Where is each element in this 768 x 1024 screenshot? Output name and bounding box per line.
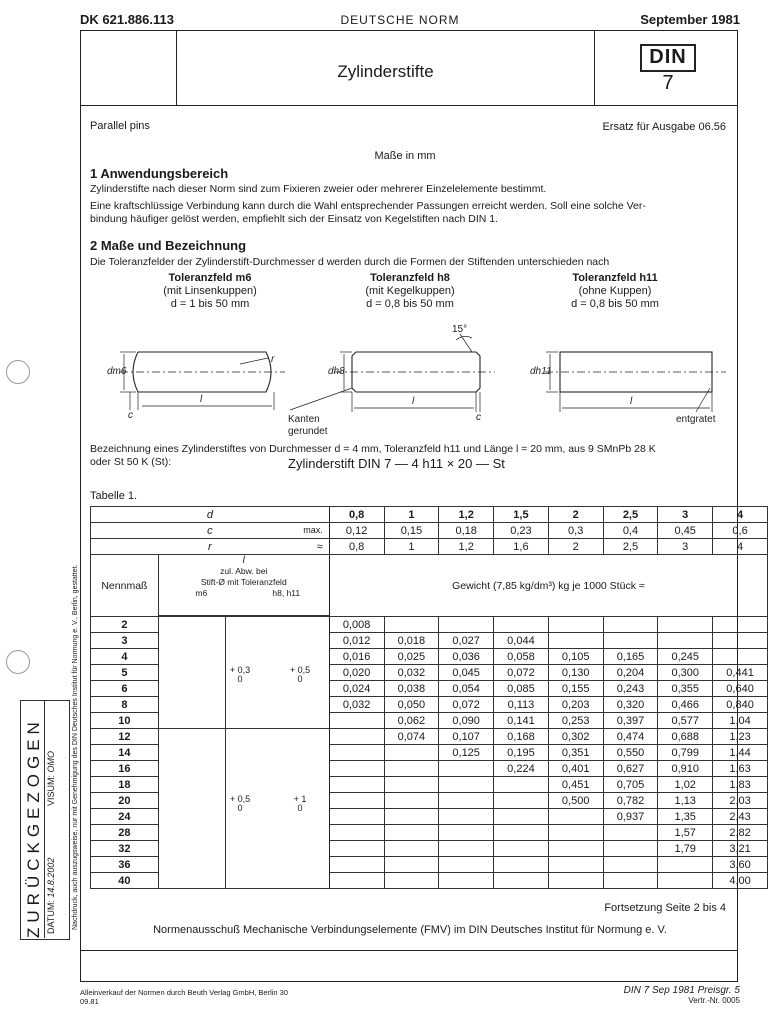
row-label-r [91, 539, 330, 555]
weight-cell: 0,550 [603, 745, 658, 761]
table-header-row [91, 555, 768, 616]
weight-cell: 0,032 [329, 697, 384, 713]
weight-cell: 0,125 [439, 745, 494, 761]
weight-cell [548, 825, 603, 841]
weight-cell [548, 841, 603, 857]
label-dh8: dh8 [328, 366, 345, 377]
binder-hole-bottom [6, 650, 30, 674]
weight-cell: 0,085 [494, 681, 549, 697]
weight-cell: 1,13 [658, 793, 713, 809]
weight-cell: 0,320 [603, 697, 658, 713]
weight-cell [548, 873, 603, 889]
weight-cell: 0,058 [494, 649, 549, 665]
tol-group2-m6-value: + 0,5 [229, 794, 251, 804]
r-cell: 1,2 [439, 539, 494, 555]
table-caption: Tabelle 1. [90, 490, 138, 502]
r-qualifier: ≈ [316, 540, 323, 553]
weight-cell: 0,688 [658, 729, 713, 745]
tolerance-subheads [159, 588, 329, 599]
tol-group2-h-value: + 1 [293, 794, 307, 804]
nennmass-cell: 28 [91, 825, 159, 841]
weight-cell [384, 793, 439, 809]
weight-cell: 0,640 [713, 681, 768, 697]
c-cell: 0,4 [603, 523, 658, 539]
weight-cell: 1,04 [713, 713, 768, 729]
tol-group1-m6-lower: 0 [237, 674, 243, 684]
d-cell: 0,8 [329, 507, 384, 523]
weight-cell [603, 857, 658, 873]
weight-cell: 0,072 [494, 665, 549, 681]
weight-cell [329, 745, 384, 761]
d-cell: 1,5 [494, 507, 549, 523]
variant-h11 [535, 272, 695, 311]
weight-cell: 0,090 [439, 713, 494, 729]
weight-cell: 0,032 [384, 665, 439, 681]
weight-cell [603, 873, 658, 889]
weight-cell: 3,60 [713, 857, 768, 873]
weight-cell [603, 825, 658, 841]
weight-cell: 0,355 [658, 681, 713, 697]
c-cell: 0,18 [439, 523, 494, 539]
weight-cell: 0,253 [548, 713, 603, 729]
weight-cell: 0,840 [713, 697, 768, 713]
weight-cell [548, 857, 603, 873]
weight-cell: 2,43 [713, 809, 768, 825]
variant-m6-title: Toleranzfeld m6 [168, 272, 252, 284]
variant-h8 [330, 272, 490, 311]
weight-cell: 0,245 [658, 649, 713, 665]
weight-cell [384, 809, 439, 825]
weight-cell: 0,105 [548, 649, 603, 665]
weight-cell: 0,782 [603, 793, 658, 809]
weight-cell: 0,036 [439, 649, 494, 665]
section-1-para-2b: bindung häufiger gelöst werden, empfiehlt sich der Einsatz von Kegelstiften nach DIN 1. [90, 213, 498, 225]
nennmass-cell: 5 [91, 665, 159, 681]
weight-cell [439, 857, 494, 873]
variant-h11-range: d = 0,8 bis 50 mm [571, 298, 659, 310]
weight-cell: 0,204 [603, 665, 658, 681]
weight-cell [329, 841, 384, 857]
weight-cell [329, 777, 384, 793]
d-cell: 2,5 [603, 507, 658, 523]
stamp-datum-value: 14.8.2002 [46, 857, 56, 898]
replaces-note: Ersatz für Ausgabe 06.56 [602, 121, 726, 133]
weight-cell [384, 777, 439, 793]
nennmass-cell: 24 [91, 809, 159, 825]
r-label: r [208, 540, 212, 553]
tol-group1-m6-value: + 0,3 [229, 665, 251, 675]
weight-cell [329, 873, 384, 889]
binder-hole-top [6, 360, 30, 384]
weight-cell: 1,23 [713, 729, 768, 745]
label-kanten: Kanten [288, 414, 320, 425]
weight-cell: 0,224 [494, 761, 549, 777]
pin-drawings [90, 312, 730, 442]
tolerance-heading-b: Stift-Ø mit Toleranzfeld [200, 577, 287, 587]
committee-note: Normenausschuß Mechanische Verbindungselemente (FMV) im DIN Deutsches Institut für Normung e. V. [153, 924, 667, 936]
weight-cell: 0,024 [329, 681, 384, 697]
r-cell: 1 [384, 539, 439, 555]
tol-group1-h-value: + 0,5 [289, 665, 311, 675]
document-number: DK 621.886.113 [80, 12, 174, 27]
weight-cell: 0,113 [494, 697, 549, 713]
weight-cell: 1,79 [658, 841, 713, 857]
weight-cell: 2,03 [713, 793, 768, 809]
weight-cell [439, 777, 494, 793]
r-cell: 3 [658, 539, 713, 555]
weight-cell [494, 841, 549, 857]
weight-cell: 1,44 [713, 745, 768, 761]
weight-cell: 0,130 [548, 665, 603, 681]
footer-right-line-2: Vertr.-Nr. 0005 [688, 996, 740, 1005]
pin-table [90, 506, 768, 889]
weight-cell: 0,351 [548, 745, 603, 761]
weight-cell [713, 617, 768, 633]
d-cell: 4 [713, 507, 768, 523]
issue-date: September 1981 [640, 12, 740, 27]
designation-line-1: Bezeichnung eines Zylinderstiftes von Durchmesser d = 4 mm, Toleranzfeld h11 und Länge l = 20 mm, aus 9 SMnPb 28 K [90, 443, 656, 455]
c-label: c [207, 524, 213, 537]
weight-cell: 0,027 [439, 633, 494, 649]
weight-cell: 0,012 [329, 633, 384, 649]
footer-rule [80, 950, 738, 951]
weight-cell: 4,00 [713, 873, 768, 889]
weight-cell: 0,500 [548, 793, 603, 809]
tolerance-m6-cell [158, 729, 226, 889]
weight-cell [329, 713, 384, 729]
weight-cell [439, 617, 494, 633]
nennmass-label: Nennmaß [101, 579, 148, 592]
weight-cell [713, 649, 768, 665]
weight-cell: 0,705 [603, 777, 658, 793]
section-1-para-1: Zylinderstifte nach dieser Norm sind zum Fixieren zweier oder mehrerer Einzelelemente bestimmt. [90, 183, 547, 195]
nennmass-cell: 12 [91, 729, 159, 745]
weight-cell: 0,302 [548, 729, 603, 745]
stamp-datum [46, 814, 56, 934]
nennmass-cell: 3 [91, 633, 159, 649]
nennmass-cell: 20 [91, 793, 159, 809]
weight-cell [494, 873, 549, 889]
weight-cell [384, 825, 439, 841]
weight-cell [494, 777, 549, 793]
table-row-r [91, 539, 768, 555]
nennmass-cell: 40 [91, 873, 159, 889]
row-label-d: d [91, 507, 330, 523]
label-r: r [271, 354, 275, 365]
weight-cell: 0,243 [603, 681, 658, 697]
weight-cell: 0,451 [548, 777, 603, 793]
footer-right-line-1: DIN 7 Sep 1981 Preisgr. 5 [623, 985, 740, 996]
weight-cell [439, 841, 494, 857]
weight-cell: 0,008 [329, 617, 384, 633]
weight-cell [329, 857, 384, 873]
weight-cell: 0,401 [548, 761, 603, 777]
tol-group1-m6 [226, 666, 254, 684]
label-l-m6: l [200, 394, 203, 405]
weight-cell [548, 617, 603, 633]
r-cell: 2,5 [603, 539, 658, 555]
weight-cell [384, 617, 439, 633]
units-note: Maße in mm [374, 150, 436, 162]
d-cell: 1,2 [439, 507, 494, 523]
weight-cell: 0,062 [384, 713, 439, 729]
weight-cell [548, 809, 603, 825]
variant-h8-desc: (mit Kegelkuppen) [365, 285, 455, 297]
din-logo: DIN [640, 44, 696, 70]
variant-m6-range: d = 1 bis 50 mm [170, 298, 250, 310]
footer-din-ref [624, 985, 740, 1005]
series-label: DEUTSCHE NORM [340, 13, 460, 27]
weight-cell: 3,21 [713, 841, 768, 857]
label-dm6: dm6 [107, 366, 127, 377]
table-row-c [91, 523, 768, 539]
table-row-d [91, 507, 768, 523]
weight-cell: 0,044 [494, 633, 549, 649]
variant-h11-title: Toleranzfeld h11 [572, 272, 658, 284]
section-2-heading: 2 Maße und Bezeichnung [90, 238, 247, 253]
tolerance-m6-cell [158, 617, 226, 729]
weight-cell [329, 729, 384, 745]
stamp-datum-label: DATUM: [46, 900, 56, 934]
weight-cell [384, 745, 439, 761]
tolerance-heading-a: zul. Abw. bei [220, 566, 268, 576]
label-dh11: dh11 [530, 366, 552, 377]
tolerance-header [158, 555, 329, 616]
weight-cell: 0,474 [603, 729, 658, 745]
weight-cell [439, 761, 494, 777]
weight-cell [494, 809, 549, 825]
weight-cell: 0,050 [384, 697, 439, 713]
weight-cell: 0,937 [603, 809, 658, 825]
designation-example: Zylinderstift DIN 7 — 4 h11 × 20 — St [288, 456, 505, 471]
weight-cell [658, 873, 713, 889]
table-row [91, 729, 768, 745]
label-c-m6: c [128, 410, 133, 421]
weight-cell [658, 617, 713, 633]
variant-m6 [130, 272, 290, 311]
d-cell: 1 [384, 507, 439, 523]
nennmass-header [91, 555, 159, 617]
weight-cell [439, 825, 494, 841]
r-cell: 0,8 [329, 539, 384, 555]
nennmass-cell: 16 [91, 761, 159, 777]
weight-cell: 0,020 [329, 665, 384, 681]
tol-group2-h-lower: 0 [297, 803, 303, 813]
footer-publisher [80, 988, 288, 1006]
weight-cell [658, 857, 713, 873]
weight-cell: 0,045 [439, 665, 494, 681]
weight-cell [548, 633, 603, 649]
weight-cell: 1,02 [658, 777, 713, 793]
tol-group2-h [286, 795, 314, 813]
l-label: l [242, 555, 245, 566]
label-entgratet: entgratet [676, 414, 716, 425]
weight-cell [603, 617, 658, 633]
section-2-intro: Die Toleranzfelder der Zylinderstift-Durchmesser d werden durch die Formen der Stiftenden unterschieden nach [90, 256, 610, 268]
weight-cell: 0,397 [603, 713, 658, 729]
title-left-cell [80, 30, 177, 106]
weight-cell: 2,82 [713, 825, 768, 841]
tol-group1-h-lower: 0 [297, 674, 303, 684]
label-angle: 15° [452, 324, 468, 335]
r-cell: 1,6 [494, 539, 549, 555]
r-cell: 2 [548, 539, 603, 555]
weight-cell [494, 793, 549, 809]
weight-cell [384, 873, 439, 889]
variant-m6-desc: (mit Linsenkuppen) [163, 285, 257, 297]
nennmass-cell: 4 [91, 649, 159, 665]
weight-cell: 0,074 [384, 729, 439, 745]
weight-cell: 0,203 [548, 697, 603, 713]
weight-cell [384, 761, 439, 777]
page-title: Zylinderstifte [337, 62, 434, 81]
weight-cell: 0,141 [494, 713, 549, 729]
din-number: 7 [662, 72, 674, 94]
d-cell: 3 [658, 507, 713, 523]
nennmass-cell: 14 [91, 745, 159, 761]
weight-cell [329, 809, 384, 825]
weight-cell [603, 633, 658, 649]
weight-cell [329, 761, 384, 777]
c-qualifier: max. [303, 524, 323, 535]
weight-header: Gewicht (7,85 kg/dm³) kg je 1000 Stück ≈ [329, 555, 767, 617]
weight-cell: 0,038 [384, 681, 439, 697]
weight-cell: 0,025 [384, 649, 439, 665]
variant-h8-title: Toleranzfeld h8 [370, 272, 450, 284]
weight-cell: 0,466 [658, 697, 713, 713]
weight-cell [494, 857, 549, 873]
c-cell: 0,15 [384, 523, 439, 539]
weight-cell: 0,018 [384, 633, 439, 649]
stamp-divider [44, 700, 45, 938]
weight-cell [439, 873, 494, 889]
copyright-side-note: Nachdruck, auch auszugsweise, nur mit Genehmigung des DIN Deutsches Institut für Normung e. V., Berlin, gestattet. [72, 564, 79, 930]
tol-group2-m6 [226, 795, 254, 813]
weight-cell: 0,300 [658, 665, 713, 681]
designation-line-2: oder St 50 K (St): [90, 456, 172, 468]
section-1-para-2a: Eine kraftschlüssige Verbindung kann durch die Wahl entsprechender Passungen erreicht werden. Soll eine solche Ver- [90, 200, 646, 212]
variant-h8-range: d = 0,8 bis 50 mm [366, 298, 454, 310]
stamp-visum [46, 706, 56, 806]
c-cell: 0,45 [658, 523, 713, 539]
weight-cell: 1,83 [713, 777, 768, 793]
weight-cell: 0,165 [603, 649, 658, 665]
weight-cell [384, 841, 439, 857]
d-cell: 2 [548, 507, 603, 523]
c-cell: 0,23 [494, 523, 549, 539]
weight-cell [494, 825, 549, 841]
weight-cell [329, 825, 384, 841]
weight-cell: 0,441 [713, 665, 768, 681]
stamp-visum-value: OMO [46, 750, 56, 773]
continuation-note: Fortsetzung Seite 2 bis 4 [604, 902, 726, 914]
weight-cell: 1,35 [658, 809, 713, 825]
english-title: Parallel pins [90, 120, 150, 132]
footer-left-line-2: 09.81 [80, 997, 99, 1006]
weight-cell [439, 793, 494, 809]
nennmass-cell: 10 [91, 713, 159, 729]
stamp-visum-label: VISUM: [46, 774, 56, 806]
nennmass-cell: 2 [91, 617, 159, 633]
weight-cell: 0,910 [658, 761, 713, 777]
weight-cell: 0,799 [658, 745, 713, 761]
c-cell: 0,6 [713, 523, 768, 539]
weight-cell: 1,63 [713, 761, 768, 777]
c-cell: 0,12 [329, 523, 384, 539]
nennmass-cell: 18 [91, 777, 159, 793]
weight-cell: 0,016 [329, 649, 384, 665]
footer-left-line-1: Alleinverkauf der Normen durch Beuth Verlag GmbH, Berlin 30 [80, 988, 289, 997]
table-row [91, 617, 768, 633]
weight-cell: 0,107 [439, 729, 494, 745]
section-1-heading: 1 Anwendungsbereich [90, 166, 229, 181]
tol-m6-label: m6 [195, 588, 208, 598]
nennmass-cell: 8 [91, 697, 159, 713]
c-cell: 0,3 [548, 523, 603, 539]
weight-cell: 0,072 [439, 697, 494, 713]
nennmass-cell: 6 [91, 681, 159, 697]
nennmass-cell: 32 [91, 841, 159, 857]
tol-group1-h [286, 666, 314, 684]
weight-cell: 1,57 [658, 825, 713, 841]
tol-group2-m6-lower: 0 [237, 803, 243, 813]
weight-cell: 0,627 [603, 761, 658, 777]
weight-cell [494, 617, 549, 633]
weight-cell [329, 793, 384, 809]
variant-h11-desc: (ohne Kuppen) [578, 285, 652, 297]
r-cell: 4 [713, 539, 768, 555]
weight-cell [384, 857, 439, 873]
tol-h-label: h8, h11 [272, 588, 301, 598]
weight-cell: 0,054 [439, 681, 494, 697]
weight-cell: 0,155 [548, 681, 603, 697]
weight-cell [658, 633, 713, 649]
weight-cell: 0,577 [658, 713, 713, 729]
withdrawn-stamp-text: ZURÜCKGEZOGEN [24, 717, 43, 938]
label-l-h11: l [630, 396, 633, 407]
row-label-c [91, 523, 330, 539]
label-c-h8: c [476, 412, 481, 423]
nennmass-cell: 36 [91, 857, 159, 873]
label-gerundet: gerundet [288, 426, 328, 437]
weight-cell [439, 809, 494, 825]
label-l-h8: l [412, 396, 415, 407]
weight-cell: 0,168 [494, 729, 549, 745]
weight-cell [603, 841, 658, 857]
weight-cell [713, 633, 768, 649]
weight-cell: 0,195 [494, 745, 549, 761]
